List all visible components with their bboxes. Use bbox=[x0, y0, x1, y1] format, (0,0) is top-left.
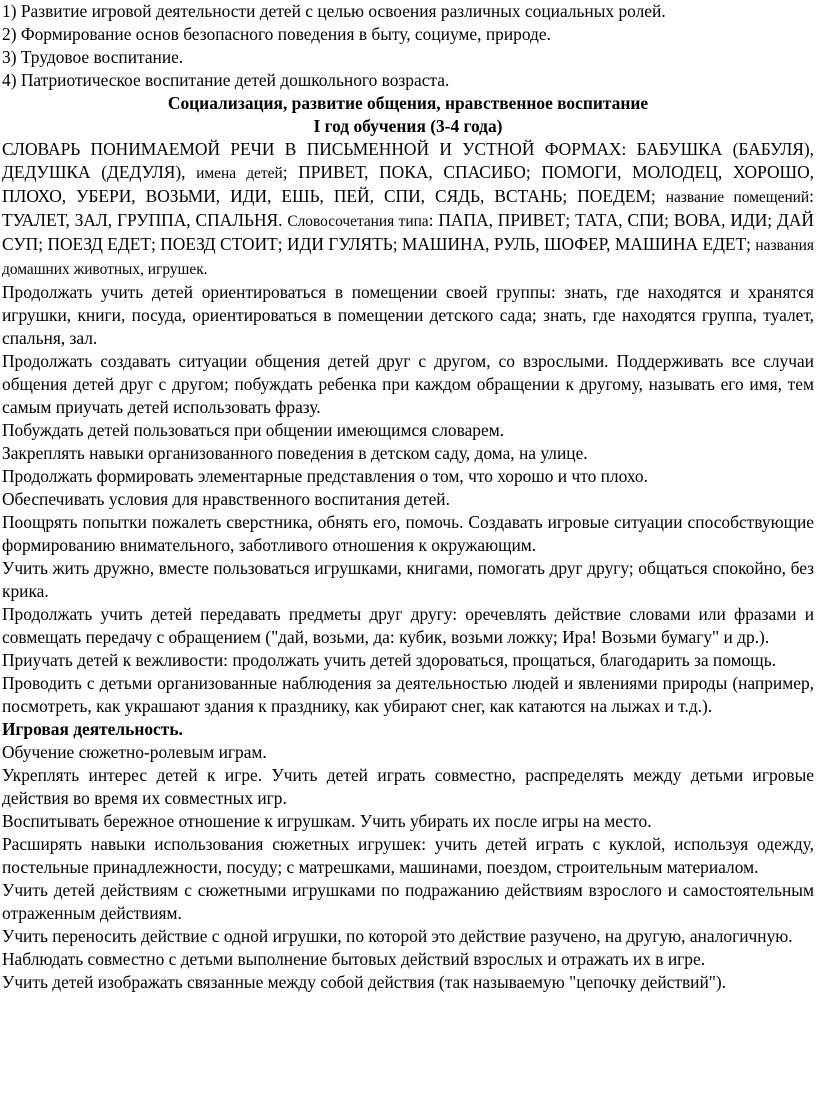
body-paragraph: Воспитывать бережное отношение к игрушкам. Учить убирать их после игры на место. bbox=[2, 811, 652, 831]
body-paragraph: Обучение сюжетно-ролевым играм. bbox=[2, 742, 267, 762]
body-paragraph: Расширять навыки использования сюжетных игрушек: учить детей играть с куклой, используя одежду, постельные принадлежности, посуду; с матрешками, машинами, поездом, строительным материалом. bbox=[2, 834, 814, 877]
paragraphs-group-a bbox=[2, 281, 814, 718]
body-paragraph: Обеспечивать условия для нравственного воспитания детей. bbox=[2, 489, 450, 509]
body-paragraph: Продолжать формировать элементарные представления о том, что хорошо и что плохо. bbox=[2, 466, 648, 486]
body-paragraph: Продолжать учить детей передавать предметы друг другу: оречевлять действие словами или фразами и совмещать передачу с обращением ("дай, возьми, да: кубик, возьми ложку; Ира! Возьми бумагу" и др.). bbox=[2, 604, 814, 647]
year-title: I год обучения (3-4 года) bbox=[313, 116, 503, 136]
body-paragraph: Побуждать детей пользоваться при общении имеющимся словарем. bbox=[2, 420, 505, 440]
body-paragraph: Закреплять навыки организованного поведения в детском саду, дома, на улице. bbox=[2, 443, 588, 463]
section-title: Социализация, развитие общения, нравственное воспитание bbox=[167, 93, 649, 113]
body-paragraph: Учить детей действиям с сюжетными игрушками по подражанию действиям взрослого и самостоятельным отраженным действиям. bbox=[2, 880, 814, 923]
intro-list-item: 2) Формирование основ безопасного поведения в быту, социуме, природе. bbox=[2, 24, 551, 44]
body-paragraph: Проводить с детьми организованные наблюдения за деятельностью людей и явлениями природы (например, посмотреть, как украшают здания к празднику, как убирают снег, как катаются на лыжах и т.д.). bbox=[2, 673, 814, 716]
vocabulary-segment: СЛОВАРЬ ПОНИМАЕМОЙ РЕЧИ В ПИСЬМЕННОЙ И УСТНОЙ ФОРМАХ: БАБУШКА (БАБУЛЯ), ДЕДУШКА (ДЕДУЛЯ), bbox=[2, 139, 814, 182]
intro-list-item: 4) Патриотическое воспитание детей дошкольного возраста. bbox=[2, 70, 450, 90]
body-paragraph: Учить жить дружно, вместе пользоваться игрушками, книгами, помогать друг другу; общаться спокойно, без крика. bbox=[2, 558, 814, 601]
vocabulary-segment: названия домашних животных, игрушек. bbox=[2, 237, 814, 278]
paragraphs-group-b bbox=[2, 741, 814, 994]
vocabulary-segment: Словосочетания типа bbox=[287, 213, 429, 230]
vocabulary-segment: название помещений bbox=[665, 189, 810, 206]
body-paragraph: Продолжать создавать ситуации общения детей друг с другом, со взрослыми. Поддерживать все случаи общения детей друг с другом; побуждать ребенка при каждом обращении к другому, называть его имя, тем самым приучать детей использовать фразу. bbox=[2, 351, 814, 417]
intro-list bbox=[2, 0, 814, 92]
vocabulary-segment: : ПАПА, ПРИВЕТ; ТАТА, СПИ; ВОВА, ИДИ; ДАЙ СУП; ПОЕЗД ЕДЕТ; ПОЕЗД СТОИТ; ИДИ ГУЛЯТЬ; МАШИНА, РУЛЬ, ШОФЕР, МАШИНА ЕДЕТ; bbox=[2, 210, 814, 254]
body-paragraph: Учить переносить действие с одной игрушки, по которой это действие разучено, на другую, аналогичную. bbox=[2, 926, 793, 946]
vocabulary-segment: : ТУАЛЕТ, ЗАЛ, ГРУППА, СПАЛЬНЯ. bbox=[2, 186, 815, 230]
intro-list-item: 3) Трудовое воспитание. bbox=[2, 47, 184, 67]
body-paragraph: Наблюдать совместно с детьми выполнение бытовых действий взрослых и отражать их в игре. bbox=[2, 949, 706, 969]
intro-list-item: 1) Развитие игровой деятельности детей с целью освоения различных социальных ролей. bbox=[2, 1, 666, 21]
vocabulary-paragraph bbox=[2, 138, 814, 281]
body-paragraph: Учить детей изображать связанные между собой действия (так называемую "цепочку действий"). bbox=[2, 972, 727, 992]
body-paragraph: Укреплять интерес детей к игре. Учить детей играть совместно, распределять между детьми игровые действия во время их совместных игр. bbox=[2, 765, 814, 808]
body-paragraph: Продолжать учить детей ориентироваться в помещении своей группы: знать, где находятся и хранятся игрушки, книги, посуда, ориентироваться в помещении детского сада; знать, где находятся группа, туалет, спальня, зал. bbox=[2, 282, 814, 348]
vocabulary-segment: ; ПРИВЕТ, ПОКА, СПАСИБО; ПОМОГИ, МОЛОДЕЦ, ХОРОШО, ПЛОХО, УБЕРИ, ВОЗЬМИ, ИДИ, ЕШЬ, ПЕЙ, СПИ, СЯДЬ, ВСТАНЬ; ПОЕДЕМ; bbox=[2, 162, 814, 206]
vocabulary-segment: имена детей bbox=[196, 165, 283, 182]
body-paragraph: Поощрять попытки пожалеть сверстника, обнять его, помочь. Создавать игровые ситуации способствующие формированию внимательного, заботливого отношения к окружающим. bbox=[2, 512, 814, 555]
body-paragraph: Приучать детей к вежливости: продолжать учить детей здороваться, прощаться, благодарить за помощь. bbox=[2, 650, 776, 670]
game-activity-heading: Игровая деятельность. bbox=[2, 719, 183, 739]
